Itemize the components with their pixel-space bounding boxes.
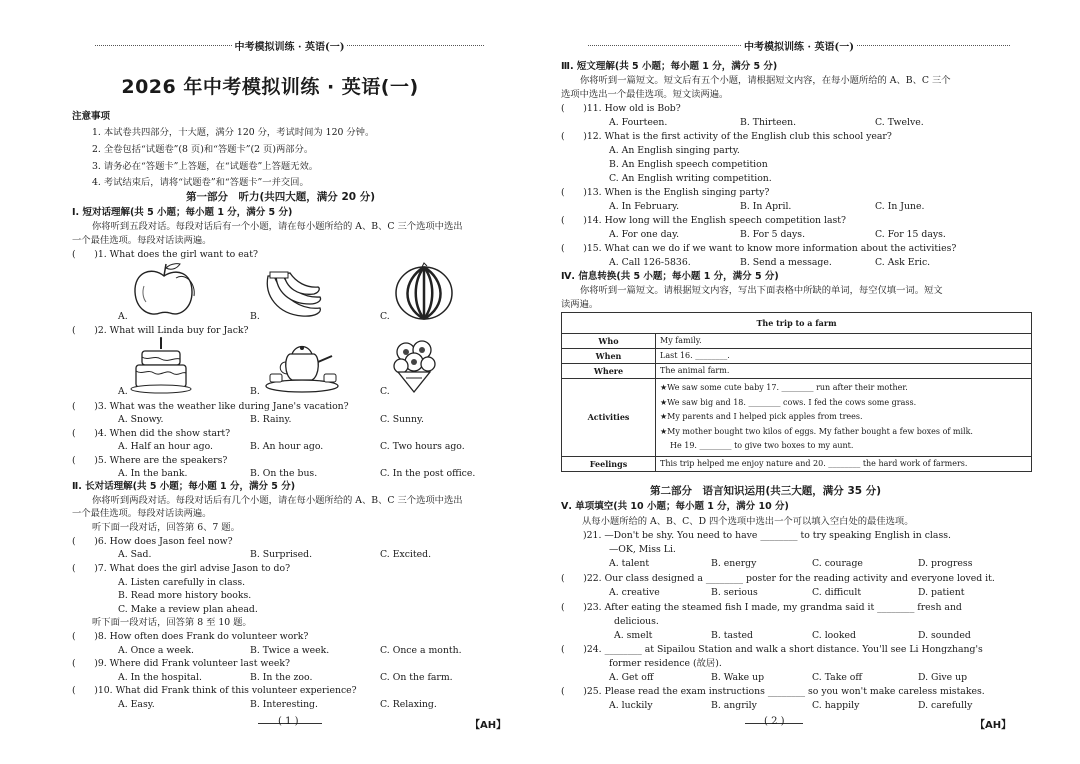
option-c: C. — [380, 311, 390, 322]
page-number: ( 2 ) — [764, 716, 785, 727]
question-22: ( )22. Our class designed a ________ poster for the reading activity and everyone loved it. — [561, 573, 995, 584]
option-b: B. On the bus. — [250, 468, 318, 479]
option-c: C. In the post office. — [380, 468, 476, 479]
footer-mark: 【AH】 — [470, 720, 507, 731]
question-21: )21. —Don't be shy. You need to have ________ to try speaking English in class. — [583, 530, 951, 541]
activity-line: ★We saw some cute baby 17. ________ run after their mother. — [660, 383, 908, 392]
option-b: B. serious — [711, 587, 758, 598]
question-9: ( )9. Where did Frank volunteer last week? — [72, 658, 290, 669]
option-a: A. Fourteen. — [609, 117, 668, 128]
section5-heading: Ⅴ. 单项填空(共 10 小题；每小题 1 分，满分 10 分) — [561, 501, 789, 512]
option-c: C. happily — [812, 700, 860, 711]
question-13: ( )13. When is the English singing party? — [561, 187, 770, 198]
option-b: B. tasted — [711, 630, 753, 641]
section4-directions: 读两遍。 — [561, 299, 599, 310]
table-key: Who — [562, 334, 656, 349]
section3-heading: Ⅲ. 短文理解(共 5 小题；每小题 1 分，满分 5 分) — [561, 61, 778, 72]
section4-heading: Ⅳ. 信息转换(共 5 小题；每小题 1 分，满分 5 分) — [561, 271, 779, 282]
option-b: B. An hour ago. — [250, 441, 324, 452]
question-23: ( )23. After eating the steamed fish I made, my grandma said it ________ fresh and — [561, 602, 962, 613]
table-value: The animal farm. — [656, 364, 1032, 379]
option-c: C. Once a month. — [380, 645, 462, 656]
header-text: 中考模拟训练 · 英语(一) — [234, 41, 345, 53]
activity-line: He 19. ________ to give two boxes to my aunt. — [670, 441, 854, 450]
option-c: C. Ask Eric. — [875, 257, 931, 268]
option-a: A. Get off — [609, 672, 654, 683]
header-text: 中考模拟训练 · 英语(一) — [744, 41, 854, 53]
option-b: B. — [250, 311, 260, 322]
table-value: This trip helped me enjoy nature and 20. ________ the hard work of farmers. — [656, 456, 1032, 471]
option-a: A. creative — [609, 587, 660, 598]
option-c: C. Take off — [812, 672, 863, 683]
option-a: A. Call 126-5836. — [609, 257, 691, 268]
option-a: A. In the bank. — [118, 468, 188, 479]
question-21-cont: —OK, Miss Li. — [609, 544, 676, 555]
part1-heading: 第一部分 听力(共四大题，满分 20 分) — [186, 191, 376, 203]
option-a: A. Easy. — [118, 699, 155, 710]
option-a: A. luckily — [609, 700, 653, 711]
option-a: A. Listen carefully in class. — [118, 577, 246, 588]
question-4: ( )4. When did the show start? — [72, 428, 231, 439]
section2-directions: 你将听到两段对话。每段对话后有几个小题，请在每小题所给的 A、B、C 三个选项中选出 — [92, 495, 463, 506]
section1-directions: 你将听到五段对话。每段对话后有一个小题，请在每小题所给的 A、B、C 三个选项中选出 — [92, 221, 463, 232]
option-b: B. In April. — [740, 201, 792, 212]
apple-picture — [130, 262, 196, 318]
option-a: A. talent — [609, 558, 650, 569]
question-2: ( )2. What will Linda buy for Jack? — [72, 325, 249, 336]
question-14: ( )14. How long will the English speech competition last? — [561, 215, 846, 226]
section3-directions: 你将听到一篇短文。短文后有五个小题，请根据短文内容，在每小题所给的 A、B、C 三个 — [580, 75, 951, 86]
option-c: C. — [380, 386, 390, 397]
section3-directions: 选项中选出一个最佳选项。短文读两遍。 — [561, 89, 729, 100]
table-key: Feelings — [562, 456, 656, 471]
option-c: C. For 15 days. — [875, 229, 946, 240]
table-key: When — [562, 349, 656, 364]
option-b: B. Read more history books. — [118, 590, 252, 601]
option-b: B. — [250, 386, 260, 397]
question-15: ( )15. What can we do if we want to know more information about the activities? — [561, 243, 957, 254]
question-3: ( )3. What was the weather like during Jane's vacation? — [72, 401, 349, 412]
question-1: ( )1. What does the girl want to eat? — [72, 249, 258, 260]
option-a: A. — [118, 386, 128, 397]
option-c: C. An English writing competition. — [609, 173, 772, 184]
option-c: C. In June. — [875, 201, 925, 212]
option-a: A. Half an hour ago. — [118, 441, 213, 452]
activity-line: ★My parents and I helped pick apples from trees. — [660, 412, 863, 421]
option-a: A. In February. — [609, 201, 680, 212]
option-d: D. carefully — [918, 700, 973, 711]
option-b: B. angrily — [711, 700, 757, 711]
option-c: C. courage — [812, 558, 863, 569]
option-b: B. energy — [711, 558, 757, 569]
option-a: A. — [118, 311, 128, 322]
page-number: ( 1 ) — [278, 716, 299, 727]
option-b: B. Thirteen. — [740, 117, 797, 128]
option-b: B. An English speech competition — [609, 159, 768, 170]
section2-note: 听下面一段对话，回答第 6、7 题。 — [92, 522, 240, 533]
option-b: B. In the zoo. — [250, 672, 313, 683]
table-key: Where — [562, 364, 656, 379]
section1-directions: 一个最佳选项。每段对话读两遍。 — [72, 235, 212, 246]
question-5: ( )5. Where are the speakers? — [72, 455, 228, 466]
footer-mark: 【AH】 — [975, 720, 1012, 731]
question-24-cont: former residence (故居). — [609, 658, 722, 669]
question-7: ( )7. What does the girl advise Jason to do? — [72, 563, 291, 574]
option-a: A. Snowy. — [118, 414, 164, 425]
option-b: B. Interesting. — [250, 699, 318, 710]
option-b: B. Rainy. — [250, 414, 292, 425]
question-6: ( )6. How does Jason feel now? — [72, 536, 233, 547]
option-d: D. patient — [918, 587, 965, 598]
question-10: ( )10. What did Frank think of this volunteer experience? — [72, 685, 357, 696]
option-d: D. progress — [918, 558, 973, 569]
option-a: A. In the hospital. — [118, 672, 202, 683]
table-value: My family. — [656, 334, 1032, 349]
tea-set-picture — [262, 340, 342, 394]
table-value: Last 16. ________. — [656, 349, 1032, 364]
notice-item: 1. 本试卷共四部分，十大题，满分 120 分，考试时间为 120 分钟。 — [92, 127, 375, 138]
option-c: C. Two hours ago. — [380, 441, 465, 452]
activity-line: ★We saw big and 18. ________ cows. I fed the cows some grass. — [660, 397, 917, 407]
activity-line: ★My mother bought two kilos of eggs. My father bought a few boxes of milk. — [660, 426, 973, 436]
option-a: A. An English singing party. — [609, 145, 740, 156]
option-d: D. Give up — [918, 672, 968, 683]
part2-heading: 第二部分 语言知识运用(共三大题，满分 35 分) — [650, 485, 882, 497]
watermelon-picture — [393, 262, 455, 320]
option-c: C. Make a review plan ahead. — [118, 604, 258, 615]
question-12: ( )12. What is the first activity of the English club this school year? — [561, 131, 892, 142]
option-c: C. Sunny. — [380, 414, 424, 425]
running-header — [585, 38, 1013, 52]
option-b: B. Send a message. — [740, 257, 832, 268]
option-c: C. Relaxing. — [380, 699, 437, 710]
question-8: ( )8. How often does Frank do volunteer work? — [72, 631, 309, 642]
section2-note: 听下面一段对话，回答第 8 至 10 题。 — [92, 617, 252, 628]
cake-picture — [130, 337, 192, 395]
option-d: D. sounded — [918, 630, 971, 641]
notice-item: 4. 考试结束后，请将“试题卷”和“答题卡”一并交回。 — [92, 177, 309, 188]
option-c: C. On the farm. — [380, 672, 453, 683]
flowers-picture — [392, 338, 438, 394]
notice-item: 2. 全卷包括“试题卷”(8 页)和“答题卡”(2 页)两部分。 — [92, 144, 314, 155]
option-a: A. For one day. — [609, 229, 680, 240]
question-24: ( )24. ________ at Sipailou Station and walk a short distance. You'll see Li Hongzhang's — [561, 644, 983, 655]
section4-directions: 你将听到一篇短文。请根据短文内容，写出下面表格中所缺的单词，每空仅填一词。短文 — [580, 285, 943, 296]
option-c: C. difficult — [812, 587, 862, 598]
option-b: B. For 5 days. — [740, 229, 806, 240]
option-b: B. Surprised. — [250, 549, 313, 560]
option-c: C. Excited. — [380, 549, 432, 560]
notice-heading: 注意事项 — [72, 111, 111, 122]
option-b: B. Wake up — [711, 672, 765, 683]
table-value — [656, 379, 1032, 457]
section5-directions: 从每小题所给的 A、B、C、D 四个选项中选出一个可以填入空白处的最佳选项。 — [582, 516, 914, 527]
option-a: A. Once a week. — [118, 645, 194, 656]
question-23-cont: delicious. — [614, 616, 659, 627]
section1-heading: Ⅰ. 短对话理解(共 5 小题；每小题 1 分，满分 5 分) — [72, 207, 293, 218]
question-11: ( )11. How old is Bob? — [561, 103, 681, 114]
notice-item: 3. 请务必在“答题卡”上答题，在“试题卷”上答题无效。 — [92, 161, 319, 172]
page-title: 2026 年中考模拟训练 · 英语(一) — [121, 76, 419, 98]
option-c: C. Twelve. — [875, 117, 924, 128]
option-b: B. Twice a week. — [250, 645, 330, 656]
option-c: C. looked — [812, 630, 856, 641]
option-a: A. Sad. — [118, 549, 152, 560]
info-table — [561, 312, 1032, 472]
option-a: A. smelt — [614, 630, 653, 641]
question-25: ( )25. Please read the exam instructions ________ so you won't make careless mistakes. — [561, 686, 985, 697]
table-key: Activities — [562, 379, 656, 457]
banana-picture — [262, 270, 326, 320]
running-header — [92, 38, 487, 52]
section2-heading: Ⅱ. 长对话理解(共 5 小题；每小题 1 分，满分 5 分) — [72, 481, 296, 492]
table-caption: The trip to a farm — [562, 313, 1032, 334]
section2-directions: 一个最佳选项。每段对话读两遍。 — [72, 508, 212, 519]
